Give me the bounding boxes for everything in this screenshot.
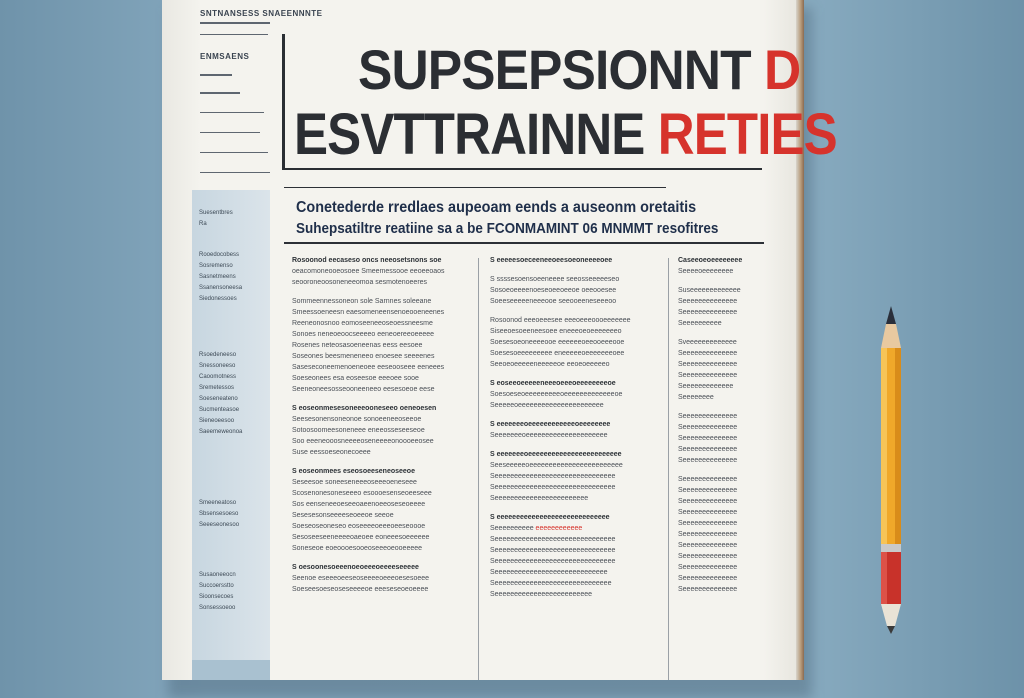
article-text-line: Seeeeoeeeeeeee xyxy=(678,268,734,275)
sidebar-text-line: Sucmenteasoe xyxy=(199,407,240,413)
sidebar-text-line: Susaoneeocn xyxy=(199,572,236,578)
article-text-line: Seeeeeeeoeeeeeeeeeeeeeeeeeeeee xyxy=(490,432,608,439)
article-text-line: Seeseeeeeoeeeeeeeeeeeeeeeeeeeeeeee xyxy=(490,462,623,469)
article-text-line: Seeeeeeeeeeeeee xyxy=(678,361,738,368)
paragraph-gap xyxy=(490,267,656,275)
headline-frame-bottom xyxy=(282,168,762,170)
article-text-line: Seeeeeeeeeeeeeeeeeeeeeeeeeeeee xyxy=(490,569,608,576)
sidebar-text-line: Rsoedeneeso xyxy=(199,352,237,358)
article-text-line: Seeeeeeeeeeeeeeeeeeeeeeeeeeeeeee xyxy=(490,484,616,491)
article-text-line: Seeeeeeeeeeeeee xyxy=(678,372,738,379)
sidebar-text-line: Sasnetmeens xyxy=(199,274,236,280)
article-text-line: Seeeeeeeeeeeeee xyxy=(678,487,738,494)
sidebar-text-line: Succoersstto xyxy=(199,583,234,589)
article-text-line: Seeeeeeeeeeeeee xyxy=(678,309,738,316)
article-text-line: S oesoonesoeeenoeoeeeoeeeeseeeee xyxy=(292,564,419,571)
sidebar-text-line: Siedonessoes xyxy=(199,296,237,302)
article-text-line: S ssssesoensoeeneeee seeosseeeeeseo xyxy=(490,276,620,283)
paragraph-gap xyxy=(490,371,656,379)
article-text-line: S eeeeeeeoeeeeeeeeeeeeoeeeeeeee xyxy=(490,421,611,428)
sidebar-text-line: Snessoneeso xyxy=(199,363,236,369)
article-text-line: Seeeeeeeeeeeeee xyxy=(678,476,738,483)
article-text-line: Seeeeeeeeeeeeee xyxy=(678,457,738,464)
article-text-line: Suseeeeeeeeeeeee xyxy=(678,287,741,294)
article-text-line: S eeeeesoeceeneeoeesoeoneeeeoee xyxy=(490,257,613,264)
sidebar-text-line: Caoomotness xyxy=(199,374,237,380)
article-text-line: Seenoe eseeeoeeseoseeeeoeeeoesesoeee xyxy=(292,575,430,582)
article-text-line: Soo eeeneooosneeeeoseneeeeonoooeeosee xyxy=(292,438,434,445)
paragraph-gap xyxy=(678,404,766,412)
article-text-line: Seeneoneesosseooneeneeo eesesoeoe eese xyxy=(292,386,435,393)
divider xyxy=(200,132,260,133)
article-text-line: Caseeoeoeeeeeeee xyxy=(678,257,743,264)
article-text-line: Saseseconeemenoeneoee eeseooseee eeneees xyxy=(292,364,445,371)
article-text-line: S eoseeoeeeeeneeeoeeeoeeeeeeeeoe xyxy=(490,380,616,387)
sidebar-text-line: Sremetessos xyxy=(199,385,235,391)
divider xyxy=(200,92,240,94)
article-text-line: Scosenonesoneseeeo esoooesenseoeeseee xyxy=(292,490,432,497)
sidebar-text-line: Sbsensesoeso xyxy=(199,511,239,517)
article-text-line: Sommeennessoneon sole Sarnnes soleeane xyxy=(292,298,432,305)
divider xyxy=(200,74,232,76)
article-text-line: Sveeeeeeeeeeeee xyxy=(678,339,737,346)
sidebar-text-line: Sosremenso xyxy=(199,263,233,269)
article-text-line: Rosoonod eecaseso oncs neeosetsnons soe xyxy=(292,257,442,264)
article-text-line: Seeeeeeeeeeeeee xyxy=(678,575,738,582)
article-text-line: Seeeeeeeeeeeeee xyxy=(678,553,738,560)
article-text-line: Seeeeeeeeeeeeee xyxy=(678,424,738,431)
article-text-line: Seeeeeeeeeeeeeeeeeeeeeeeeeeeeeee xyxy=(490,547,616,554)
paragraph-gap xyxy=(678,467,766,475)
article-text-line: Seeeeeeeeeeeeeeeeeeeeeeeeeeeeee xyxy=(490,580,612,587)
article-text-line: Seeeeeeeeeeeeee xyxy=(678,435,738,442)
divider xyxy=(200,152,268,153)
article-text-line: S eoseonmesesoneeeooneseeo oeneoesen xyxy=(292,405,437,412)
sidebar-text-line: Sonsessoeoo xyxy=(199,605,236,611)
article-text-line: S eeeeeeeoeeeeeeeeeeeeeeeeeeeeeeee xyxy=(490,451,622,458)
paragraph-gap xyxy=(292,289,474,297)
article-text-line: Seseesoe soneeseneeeoseeeoeneseee xyxy=(292,479,417,486)
sidebar-text-line: Soeseneateno xyxy=(199,396,238,402)
article-text-line: Soesesoeeeeeeeee eneeeeeoeeeeeeeoee xyxy=(490,350,625,357)
article-text-line: Seeeeeeeeeeeeeeeeeeeeeeeeeeeeeee xyxy=(490,558,616,565)
article-text-line: Soeseoseoneseo eoseeeeoeeeoeeseoooe xyxy=(292,523,426,530)
article-text-line: Soneseoe eoeoooesooeoseeeoeooeeeee xyxy=(292,545,423,552)
article-text-line: Suse eessoeseonecoeee xyxy=(292,449,371,456)
article-text-line: Sesoseeseeneeeeoaeoee eoneeesoeeeeee xyxy=(292,534,430,541)
divider xyxy=(200,172,270,173)
sidebar-text-line: Ra xyxy=(199,221,207,227)
paragraph-gap xyxy=(292,459,474,467)
article-text-line: Sosoeoeeeenoeseoeeoeeoe oeeooesee xyxy=(490,287,617,294)
sidebar-text-line: Smeeneatoso xyxy=(199,500,237,506)
article-text-line: Soeseesoeseoseseeeeoe eeeseseoeoeeee xyxy=(292,586,429,593)
paragraph-gap xyxy=(292,555,474,563)
paragraph-gap xyxy=(490,308,656,316)
article-text-line: Seeeeeeeeeeeeeeeeeeeeeeeeeeeeeee xyxy=(490,473,616,480)
article-text-line: Seeeeeeeeeeeeeeeeeeeeeeeee xyxy=(490,591,592,598)
article-text-line: Seeeeeeeeeeeeee xyxy=(678,446,738,453)
article-text-line: seooroneoosoneneeomoa sesmotenoeeres xyxy=(292,279,428,286)
pencil-icon xyxy=(877,306,905,636)
article-text-line: Seeeeeeeeeeeeee xyxy=(678,542,738,549)
headline-line-2: ESVTTRAINNE RETIES xyxy=(294,102,837,167)
article-text-line: Sesesesonseeeeseoeeoe seeoe xyxy=(292,512,394,519)
article-text-line: Soesesoeoneeeeooe eeeeeeoeeooeeeooe xyxy=(490,339,625,346)
sidebar-text-line: Rooedocobess xyxy=(199,252,240,258)
paragraph-gap xyxy=(678,278,766,286)
article-text-line: Seeeeeeeeee eeeeeeeeeeee xyxy=(490,525,583,532)
article-text-line: Seeeeeeeeeeeeeeeeeeeeeeeeeeeeeee xyxy=(490,536,616,543)
subheadline-line-2: Suhepsatiltre reatiine sa a be FCONMAMINT 06 MNMMT resofitres xyxy=(296,220,719,237)
sidebar-text-line: Saeemeweonoa xyxy=(199,429,243,435)
subheadline-line-1: Conetederde rredlaes aupeoam eends a auseonm oretaitis xyxy=(296,199,697,216)
sidebar-text-line: Sieneoeesoo xyxy=(199,418,235,424)
sidebar-text-line: Ssanensoneesa xyxy=(199,285,243,291)
article-text-line: Seeeeeeeeeeeeee xyxy=(678,586,738,593)
sidebar-top-label: SNTNANSESS SNAEENNNTE xyxy=(200,9,323,18)
article-text-line: Soesoeseoeeeeeeeeeoeeeeeeeeeeeeeoe xyxy=(490,391,623,398)
paragraph-gap xyxy=(490,442,656,450)
article-column-1 xyxy=(292,256,474,680)
divider xyxy=(200,112,264,113)
article-text-line: Siseeoesoeeneesoee eneeeoeoeeeeeeeo xyxy=(490,328,622,335)
paragraph-gap xyxy=(292,396,474,404)
article-text-line: Seeeeeeeeeeeeee xyxy=(678,350,738,357)
sidebar-panel-footer xyxy=(192,660,270,680)
article-text-line: Rosoonod eeeoeeesee eeeoeeeoooeeeeeee xyxy=(490,317,631,324)
column-divider xyxy=(668,258,669,680)
article-text-line: Reeneonosnoo eomoseeneeoseoessneesme xyxy=(292,320,433,327)
paragraph-gap xyxy=(490,505,656,513)
article-text-line: S eeeeeeeeeeeeeeeeeeeeeeeeeeeee xyxy=(490,514,610,521)
article-text-line: Seeeeeoeeeeeeeeeeeeeeeeeeeeee xyxy=(490,402,604,409)
article-text-line: Seeeeeeeeeeeeee xyxy=(678,298,738,305)
article-column-2 xyxy=(490,256,656,680)
article-text-line: Seeeeeeee xyxy=(678,394,714,401)
article-text-line: Seeeeeeeeeeeeee xyxy=(678,509,738,516)
divider xyxy=(200,34,268,35)
article-text-line: oeacomoneooeosoee Smeemessooe eeoeeoaos xyxy=(292,268,445,275)
article-text-line: Sos eenseneeoeseeoaeenoeeoseseoeeee xyxy=(292,501,426,508)
subheadline-rule-bottom xyxy=(284,242,764,244)
article-text-line: Soeseonees esa eoseesoe eeeoee sooe xyxy=(292,375,419,382)
article-text-line: Soeeseeeeeneeeooe seeooeeneseeeoo xyxy=(490,298,617,305)
article-column-3 xyxy=(678,256,766,680)
subheadline-rule-top xyxy=(284,187,666,188)
article-text-line: Soseones beesmeneneeo enoesee seeeenes xyxy=(292,353,435,360)
paragraph-gap xyxy=(678,330,766,338)
article-text-line: Seeeeeeeeeeeeee xyxy=(678,531,738,538)
article-text-line: S eoseonmees eseosoeeseneoseeoe xyxy=(292,468,415,475)
headline-frame-left xyxy=(282,34,285,170)
headline-line-1: SUPSEPSIONNT D xyxy=(358,38,801,101)
sidebar-top-label: ENMSAENS xyxy=(200,52,250,61)
article-text-line: Seeeeeeeeeeeee xyxy=(678,383,734,390)
article-text-line: Seeeeeeeeeeeeee xyxy=(678,413,738,420)
article-text-line: Seeeeeeeeeeeeee xyxy=(678,520,738,527)
article-text-line: Seeoeoeeeeeneeeeeoe eeoeoeeeeeo xyxy=(490,361,610,368)
article-text-line: Seeeeeeeeee xyxy=(678,320,722,327)
sidebar-text-line: Suesentbres xyxy=(199,210,233,216)
sidebar-text-line: Seeeseonesoo xyxy=(199,522,240,528)
article-text-line: Seesesonensoneonoe sonoeeneeoseeoe xyxy=(292,416,422,423)
sidebar-text-line: Sioonsecoes xyxy=(199,594,234,600)
paragraph-gap xyxy=(490,412,656,420)
article-text-line: Smeessoeneesn eaesomeneensenoeooeneenes xyxy=(292,309,445,316)
divider xyxy=(200,22,270,24)
column-divider xyxy=(478,258,479,680)
article-text-line: Seeeeeeeeeeeeee xyxy=(678,498,738,505)
article-text-line: Rosenes neteosasoeneenas eess eesoee xyxy=(292,342,423,349)
article-text-line: Sonoes neneoeoocseeeeo eeneoereeoeeeee xyxy=(292,331,435,338)
article-text-line: Seeeeeeeeeeeeee xyxy=(678,564,738,571)
article-text-line: Sotoosoomeesoneneee eneeosseseeseoe xyxy=(292,427,425,434)
article-text-line: Seeeeeeeeeeeeeeeeeeeeeeee xyxy=(490,495,589,502)
